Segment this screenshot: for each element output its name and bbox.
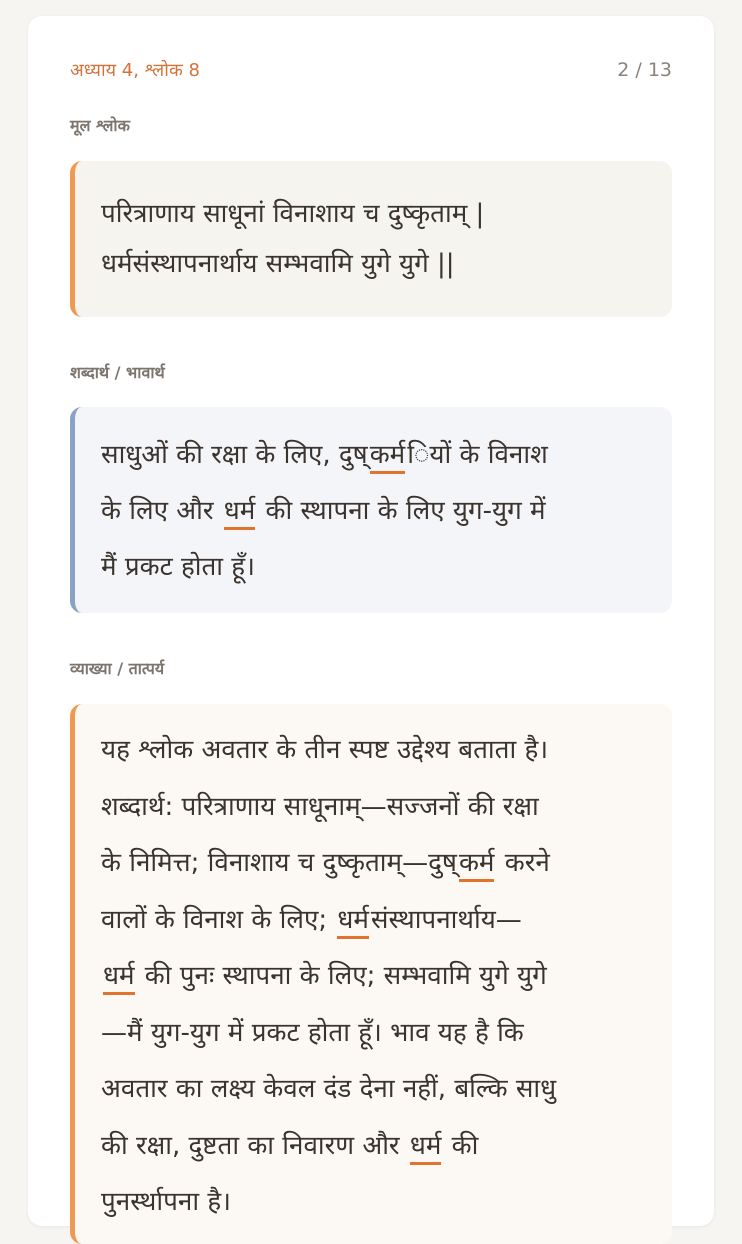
- text-segment: मैं प्रकट होता हूँ।: [101, 552, 255, 582]
- meaning-line: [101, 539, 672, 595]
- keyword-link[interactable]: धर्म: [337, 905, 369, 939]
- explanation-line: [101, 722, 672, 779]
- text-segment: पुनर्स्थापना है।: [101, 1187, 231, 1217]
- meaning-box: [70, 407, 672, 613]
- keyword-link[interactable]: धर्म: [224, 496, 256, 530]
- text-segment: ियों के विनाश: [407, 440, 548, 470]
- explanation-line: [101, 1061, 672, 1118]
- explanation-line: [101, 1118, 672, 1175]
- explanation-line: [101, 892, 672, 949]
- section-label-explanation: व्याख्या / तात्पर्य: [70, 659, 165, 678]
- text-segment: की स्थापना के लिए युग-युग में: [257, 496, 546, 526]
- text-segment: के निमित्त; विनाशाय च दुष्कृताम्—दुष्: [101, 848, 457, 878]
- text-segment: —मैं युग-युग में प्रकट होता हूँ। भाव यह है कि: [101, 1017, 524, 1048]
- chapter-verse-label: अध्याय 4, श्लोक 8: [70, 60, 200, 81]
- explanation-line: [101, 1005, 672, 1062]
- section-label-original-shloka: मूल श्लोक: [70, 116, 130, 135]
- section-label-meaning: शब्दार्थ / भावार्थ: [70, 363, 165, 382]
- verse-header: [70, 58, 672, 82]
- verse-card: [28, 16, 714, 1226]
- keyword-link[interactable]: कर्म: [459, 848, 495, 882]
- page-indicator: 2 / 13: [617, 59, 672, 81]
- text-segment: के लिए और: [101, 496, 222, 526]
- explanation-box: [70, 704, 672, 1244]
- text-segment: शब्दार्थ: परित्राणाय साधूनाम्—सज्जनों की रक्षा: [101, 791, 539, 822]
- explanation-line: [101, 779, 672, 836]
- shloka-box: [70, 161, 672, 317]
- explanation-line: [101, 948, 672, 1005]
- text-segment: की रक्षा, दुष्टता का निवारण और: [101, 1130, 408, 1161]
- shloka-line: धर्मसंस्थापनार्थाय सम्भवामि युगे युगे ||: [101, 249, 455, 279]
- explanation-line: [101, 835, 672, 892]
- keyword-link[interactable]: धर्म: [103, 961, 135, 995]
- shloka-line: परित्राणाय साधूनां विनाशाय च दुष्कृताम् |: [101, 199, 485, 229]
- text-segment: वालों के विनाश के लिए;: [101, 904, 336, 935]
- text-segment: यह श्लोक अवतार के तीन स्पष्ट उद्देश्य बताता है।: [101, 735, 549, 765]
- keyword-link[interactable]: धर्म: [410, 1131, 442, 1165]
- meaning-line: [101, 427, 672, 483]
- meaning-line: [101, 483, 672, 539]
- text-segment: की पुनः स्थापना के लिए; सम्भवामि युगे युगे: [136, 961, 547, 991]
- explanation-line: [101, 1174, 672, 1231]
- keyword-link[interactable]: कर्म: [370, 440, 406, 474]
- text-segment: की: [443, 1130, 479, 1161]
- text-segment: करने: [496, 848, 550, 878]
- text-segment: संस्थापनार्थाय—: [370, 904, 522, 935]
- text-segment: साधुओं की रक्षा के लिए, दुष्: [101, 440, 368, 470]
- text-segment: अवतार का लक्ष्य केवल दंड देना नहीं, बल्कि साधु: [101, 1074, 557, 1104]
